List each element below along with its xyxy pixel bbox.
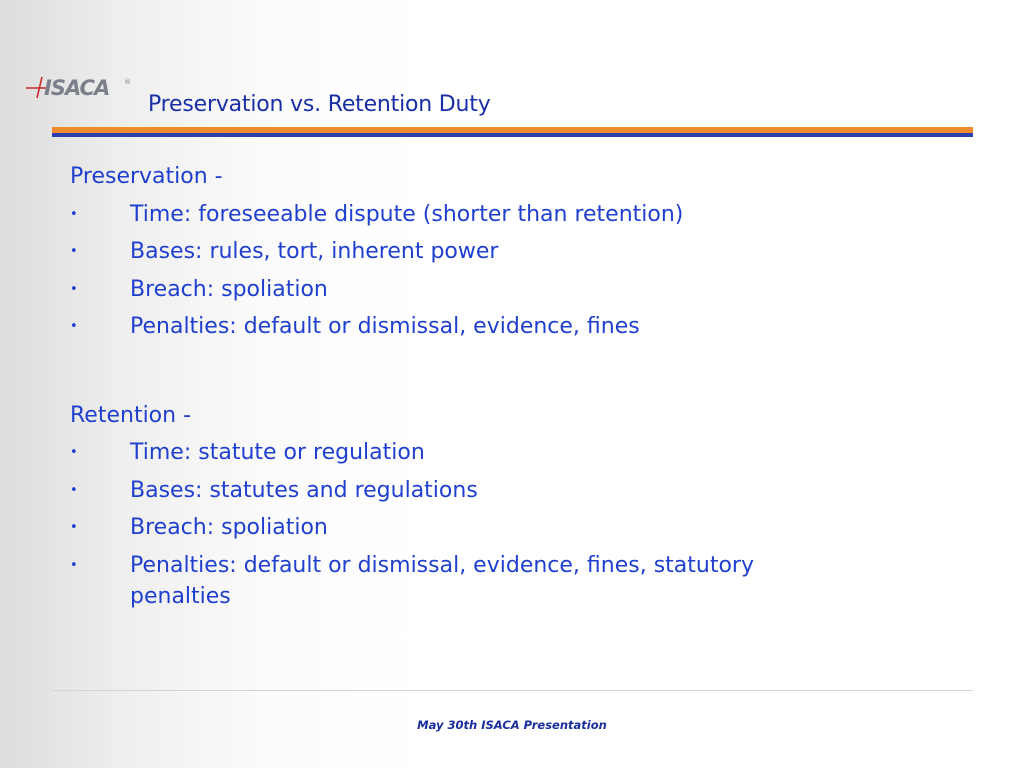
list-item [70,434,930,472]
list-item-text: Penalties: default or dismissal, evidence, fines [130,314,640,339]
logo-registered-mark: ® [124,78,131,86]
list-item-text: Breach: spoliation [130,515,328,540]
slide-body [70,158,930,612]
footer-rule [52,690,973,691]
section-spacer [70,346,930,397]
isaca-logo-mark [26,74,132,100]
list-item [70,233,930,271]
bullet-icon: • [70,244,78,259]
bullet-icon: • [70,520,78,535]
section-preservation [70,158,930,346]
bullet-icon: • [70,557,78,573]
list-item [70,472,930,510]
list-item-text: Bases: rules, tort, inherent power [130,239,499,264]
section-heading: Retention - [70,402,192,428]
title-rule-blue [52,133,973,137]
logo-wordmark: ISACA [44,76,110,100]
bullet-icon: • [70,445,78,460]
bullet-icon: • [70,206,78,222]
list-item [70,547,930,612]
list-item-text: Penalties: default or dismissal, evidence, fines, statutory penalties [130,552,754,609]
isaca-logo [26,74,132,100]
list-item [70,509,930,547]
section-heading: Preservation - [70,164,223,189]
list-item [70,308,930,346]
list-item-text: Bases: statutes and regulations [130,477,478,503]
slide-title: Preservation vs. Retention Duty [148,92,491,117]
bullet-list [70,434,930,612]
bullet-icon: • [70,281,78,297]
list-item-text: Time: statute or regulation [130,440,425,465]
list-item-text: Breach: spoliation [130,276,328,302]
bullet-icon: • [70,319,78,334]
list-item [70,271,930,309]
section-retention [70,397,930,612]
footer-text: May 30th ISACA Presentation [417,718,607,732]
list-item-text: Time: foreseeable dispute (shorter than retention) [130,201,684,227]
bullet-icon: • [70,482,78,498]
list-item [70,196,930,234]
bullet-list [70,196,930,346]
